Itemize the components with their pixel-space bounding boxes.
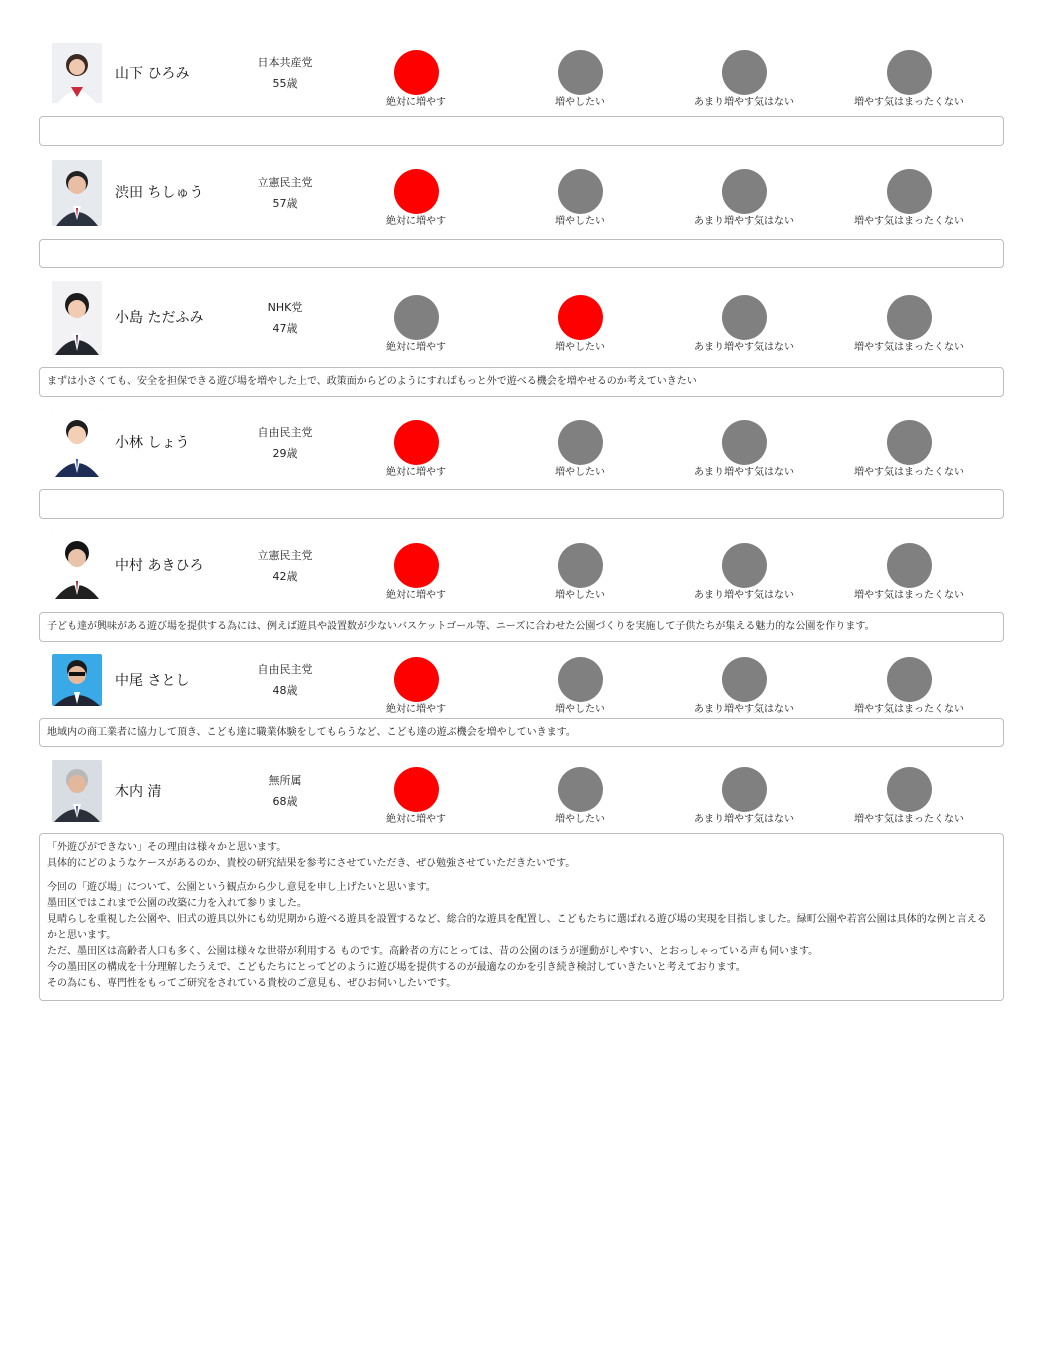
- answer-label: あまり増やす気はない: [694, 97, 794, 108]
- comment-text: 「外遊びができない」その理由は様々かと思います。 具体的にどのようなケースがあるのか、貴校の研究結果を参考にさせていただき、ぜひ勉強させていただきたいです。: [47, 842, 576, 869]
- answer-dot: [558, 767, 603, 812]
- candidate-meta: [235, 172, 335, 214]
- candidate-meta: [235, 297, 335, 339]
- candidate-photo: [52, 43, 102, 103]
- candidate-comment: [39, 718, 1004, 747]
- comment-text: まずは小さくても、安全を担保できる遊び場を増やした上で、政策面からどのようにすればもっと外で遊べる機会を増やせるのか考えていきたい: [47, 376, 697, 387]
- answer-label: 絶対に増やす: [386, 814, 446, 825]
- answer-dot: [887, 50, 932, 95]
- answer-label: 増やす気はまったくない: [854, 467, 964, 478]
- answer-dot: [722, 420, 767, 465]
- answer-option: [505, 295, 655, 354]
- candidate-comment: [39, 367, 1004, 397]
- answer-dot-selected: [394, 543, 439, 588]
- answer-option: [834, 543, 984, 602]
- answer-option: [341, 420, 491, 479]
- candidate-party: 日本共産党: [257, 56, 313, 69]
- answer-label: 増やしたい: [555, 97, 605, 108]
- answer-label: あまり増やす気はない: [694, 216, 794, 227]
- candidate-comment: [39, 239, 1004, 268]
- answer-dot: [722, 169, 767, 214]
- candidate-name: 山下 ひろみ: [115, 66, 190, 82]
- comment-text: 今回の「遊び場」について、公園という観点から少し意見を申し上げたいと思います。 墨田区ではこれまで公園の改築に力を入れて参りました。 見晴らしを重視した公園や、旧式の遊具以外にも幼児期から遊べる遊具を設置するなど、総合的な遊具を配置し、こどもたちに選ばれる遊び場の実現を目指しました。緑町公園や若宮公園は具体的な例と言えるかと思います。 ただ、墨田区は高齢者人口も多く、公園は様々な世帯が利用する ものです。高齢者の方にとっては、昔の公園のほうが運動がしやすい、とおっしゃっている声も伺います。 今の墨田区の構成を十分理解したうえで、こどもたちにとってどのように遊び場を提供するのが最適なのかを引き続き検討していきたいと考えております。 その為にも、専門性をもってご研究をされている貴校のご意見も、ぜひお伺いしたいです。: [47, 882, 987, 989]
- answer-option: [505, 767, 655, 826]
- candidate-comment: [39, 116, 1004, 146]
- candidate-age: 29歳: [272, 447, 298, 460]
- answer-label: 絶対に増やす: [386, 97, 446, 108]
- answer-label: 増やす気はまったくない: [854, 342, 964, 353]
- answer-label: 増やしたい: [555, 216, 605, 227]
- answer-dot: [887, 169, 932, 214]
- answer-label: 絶対に増やす: [386, 704, 446, 715]
- candidate-name: 小林 しょう: [115, 435, 190, 451]
- candidate-age: 48歳: [272, 684, 298, 697]
- answer-dot: [558, 543, 603, 588]
- answer-dot: [394, 295, 439, 340]
- answer-label: 絶対に増やす: [386, 590, 446, 601]
- candidate-photo: [52, 760, 102, 822]
- comment-text: 地域内の商工業者に協力して頂き、こども達に職業体験をしてもらうなど、こども達の遊ぶ機会を増やしていきます。: [47, 727, 576, 738]
- answer-option: [669, 543, 819, 602]
- candidate-party: NHK党: [267, 301, 303, 314]
- answer-option: [834, 50, 984, 109]
- answer-label: 増やしたい: [555, 342, 605, 353]
- answer-label: あまり増やす気はない: [694, 590, 794, 601]
- candidate-age: 55歳: [272, 77, 298, 90]
- answer-option: [341, 543, 491, 602]
- answer-option: [669, 420, 819, 479]
- answer-label: 増やす気はまったくない: [854, 97, 964, 108]
- answer-option: [505, 543, 655, 602]
- answer-dot: [558, 169, 603, 214]
- answer-option: [669, 169, 819, 228]
- candidate-name: 小島 ただふみ: [115, 310, 204, 326]
- answer-option: [669, 657, 819, 716]
- candidate-meta: [235, 52, 335, 94]
- answer-label: 増やす気はまったくない: [854, 590, 964, 601]
- candidate-age: 47歳: [272, 322, 298, 335]
- candidate-party: 立憲民主党: [257, 549, 313, 562]
- answer-label: 絶対に増やす: [386, 467, 446, 478]
- answer-dot: [722, 543, 767, 588]
- answer-dot-selected: [394, 767, 439, 812]
- answer-dot: [558, 420, 603, 465]
- candidate-name: 中村 あきひろ: [115, 558, 204, 574]
- answer-label: 増やす気はまったくない: [854, 704, 964, 715]
- answer-dot: [558, 657, 603, 702]
- answer-dot: [887, 767, 932, 812]
- answer-option: [505, 420, 655, 479]
- answer-dot: [558, 50, 603, 95]
- candidate-photo: [52, 160, 102, 226]
- answer-label: 増やしたい: [555, 814, 605, 825]
- answer-label: 増やしたい: [555, 467, 605, 478]
- answer-label: 増やす気はまったくない: [854, 814, 964, 825]
- answer-label: 増やしたい: [555, 704, 605, 715]
- answer-option: [341, 169, 491, 228]
- candidate-name: 渋田 ちしゅう: [115, 185, 204, 201]
- candidate-photo: [52, 654, 102, 706]
- answer-label: 増やす気はまったくない: [854, 216, 964, 227]
- answer-label: あまり増やす気はない: [694, 467, 794, 478]
- answer-dot: [887, 657, 932, 702]
- answer-dot-selected: [394, 169, 439, 214]
- candidate-name: 中尾 さとし: [115, 673, 190, 689]
- candidate-party: 立憲民主党: [257, 176, 313, 189]
- candidate-comment: [39, 612, 1004, 642]
- answer-label: 絶対に増やす: [386, 342, 446, 353]
- answer-dot: [887, 420, 932, 465]
- answer-option: [341, 657, 491, 716]
- answer-label: あまり増やす気はない: [694, 704, 794, 715]
- answer-option: [834, 767, 984, 826]
- candidate-age: 57歳: [272, 197, 298, 210]
- answer-option: [341, 767, 491, 826]
- candidate-photo: [52, 281, 102, 355]
- answer-dot-selected: [558, 295, 603, 340]
- candidate-name: 木内 清: [115, 784, 162, 800]
- answer-option: [669, 295, 819, 354]
- candidate-meta: [235, 545, 335, 587]
- answer-option: [834, 295, 984, 354]
- answer-dot: [887, 295, 932, 340]
- answer-option: [834, 657, 984, 716]
- answer-option: [341, 295, 491, 354]
- answer-dot: [722, 767, 767, 812]
- answer-option: [505, 50, 655, 109]
- candidate-photo: [52, 531, 102, 599]
- candidate-party: 自由民主党: [257, 663, 313, 676]
- answer-label: 増やしたい: [555, 590, 605, 601]
- answer-option: [505, 657, 655, 716]
- answer-dot-selected: [394, 657, 439, 702]
- answer-option: [505, 169, 655, 228]
- answer-option: [669, 767, 819, 826]
- candidate-meta: [235, 659, 335, 701]
- answer-label: あまり増やす気はない: [694, 342, 794, 353]
- candidate-meta: [235, 770, 335, 812]
- answer-label: あまり増やす気はない: [694, 814, 794, 825]
- candidate-comment: [39, 833, 1004, 1001]
- candidate-meta: [235, 422, 335, 464]
- answer-dot-selected: [394, 420, 439, 465]
- answer-option: [669, 50, 819, 109]
- answer-dot: [722, 657, 767, 702]
- comment-text: 子ども達が興味がある遊び場を提供する為には、例えば遊具や設置数が少ないバスケットゴール等、ニーズに合わせた公園づくりを実施して子供たちが集える魅力的な公園を作ります。: [47, 621, 875, 632]
- answer-option: [834, 169, 984, 228]
- candidate-comment: [39, 489, 1004, 519]
- answer-dot: [722, 295, 767, 340]
- answer-dot: [887, 543, 932, 588]
- answer-option: [834, 420, 984, 479]
- answer-label: 絶対に増やす: [386, 216, 446, 227]
- answer-dot-selected: [394, 50, 439, 95]
- candidate-photo: [52, 409, 102, 477]
- candidate-age: 42歳: [272, 570, 298, 583]
- answer-option: [341, 50, 491, 109]
- candidate-party: 自由民主党: [257, 426, 313, 439]
- answer-dot: [722, 50, 767, 95]
- candidate-age: 68歳: [272, 795, 298, 808]
- candidate-party: 無所属: [268, 774, 302, 787]
